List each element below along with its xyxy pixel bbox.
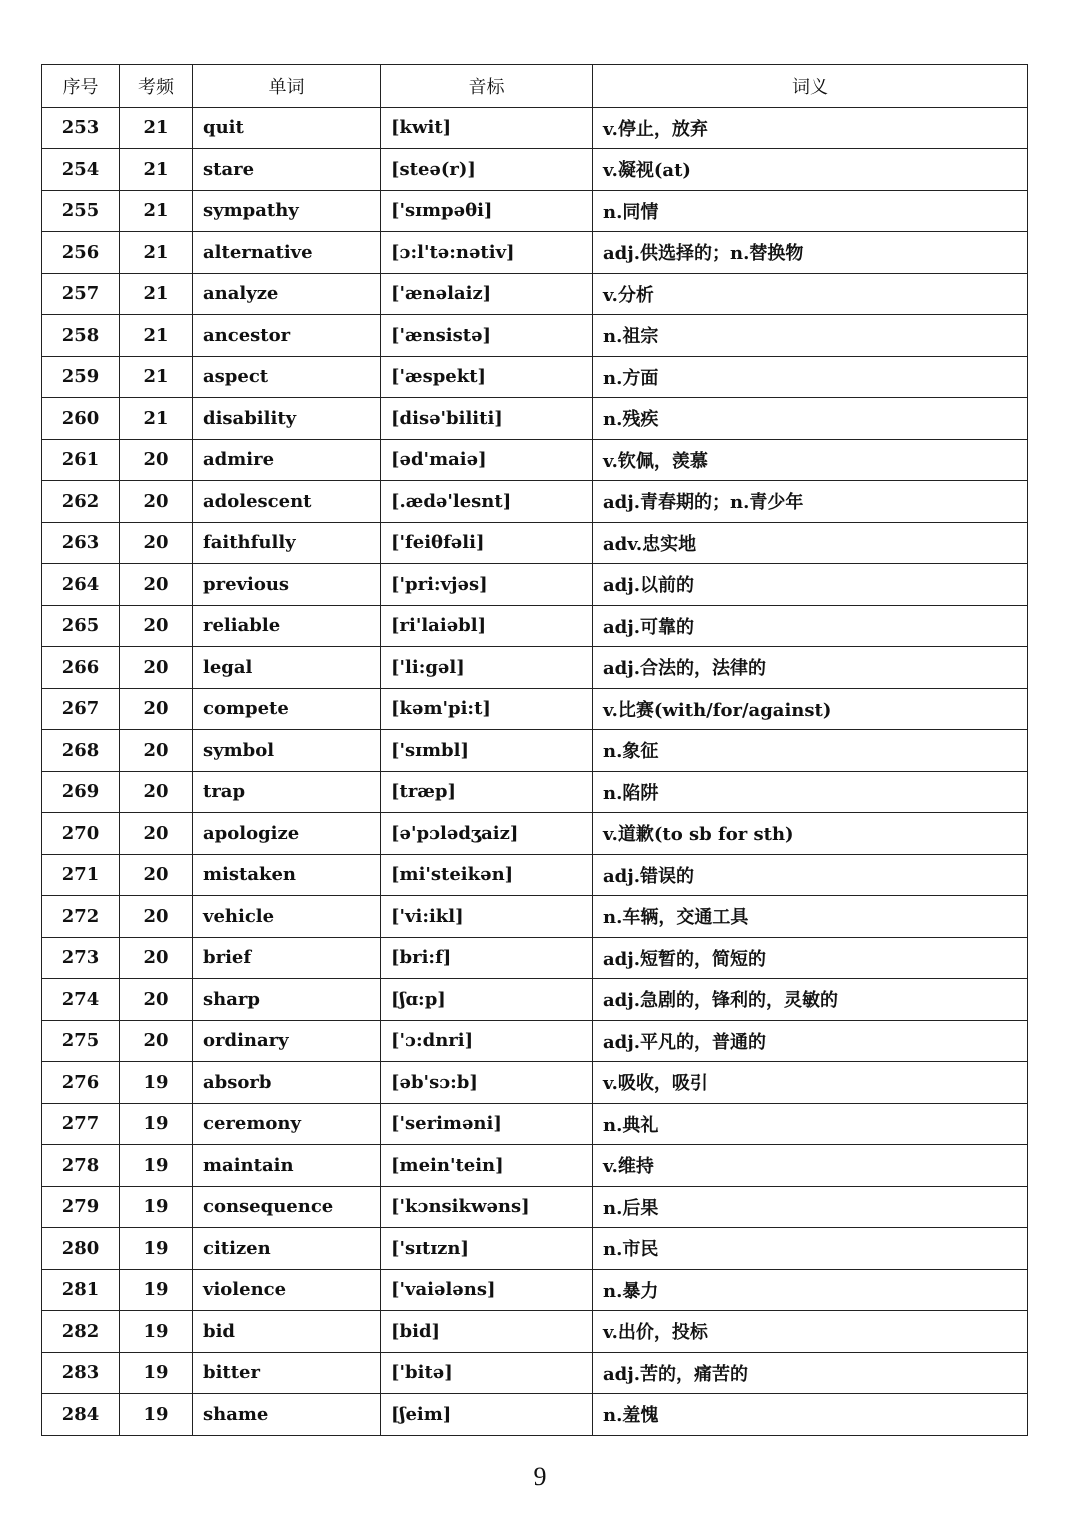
cell-index: 280	[42, 1228, 120, 1270]
cell-meaning: v.比赛(with/for/against)	[593, 688, 1028, 730]
cell-frequency: 19	[120, 1186, 193, 1228]
cell-meaning: n.残疾	[593, 398, 1028, 440]
cell-word: compete	[193, 688, 381, 730]
table-row	[42, 273, 1028, 315]
table-row	[42, 937, 1028, 979]
cell-frequency: 21	[120, 232, 193, 274]
cell-meaning: v.道歉(to sb for sth)	[593, 813, 1028, 855]
table-row	[42, 315, 1028, 357]
cell-meaning: n.暴力	[593, 1269, 1028, 1311]
cell-word: sympathy	[193, 190, 381, 232]
cell-phonetic: [ə'pɔlədʒaiz]	[381, 813, 593, 855]
cell-index: 265	[42, 605, 120, 647]
header-row	[42, 65, 1028, 108]
cell-meaning: adj.合法的，法律的	[593, 647, 1028, 689]
table-row	[42, 1186, 1028, 1228]
cell-word: stare	[193, 149, 381, 191]
table-row	[42, 1020, 1028, 1062]
cell-word: faithfully	[193, 522, 381, 564]
cell-meaning: adj.苦的，痛苦的	[593, 1352, 1028, 1394]
cell-index: 256	[42, 232, 120, 274]
cell-index: 258	[42, 315, 120, 357]
table-row	[42, 232, 1028, 274]
cell-phonetic: ['bitə]	[381, 1352, 593, 1394]
table-row	[42, 1352, 1028, 1394]
cell-meaning: adj.以前的	[593, 564, 1028, 606]
cell-frequency: 20	[120, 937, 193, 979]
cell-phonetic: ['sɪmpəθi]	[381, 190, 593, 232]
table-row	[42, 647, 1028, 689]
table-row	[42, 356, 1028, 398]
cell-index: 281	[42, 1269, 120, 1311]
cell-word: vehicle	[193, 896, 381, 938]
cell-index: 279	[42, 1186, 120, 1228]
cell-word: brief	[193, 937, 381, 979]
cell-frequency: 20	[120, 439, 193, 481]
cell-meaning: v.吸收，吸引	[593, 1062, 1028, 1104]
cell-word: bitter	[193, 1352, 381, 1394]
cell-phonetic: [steə(r)]	[381, 149, 593, 191]
cell-meaning: adj.短暂的，简短的	[593, 937, 1028, 979]
cell-meaning: adj.供选择的；n.替换物	[593, 232, 1028, 274]
cell-word: aspect	[193, 356, 381, 398]
cell-meaning: n.象征	[593, 730, 1028, 772]
cell-index: 259	[42, 356, 120, 398]
page-number: 9	[533, 1462, 547, 1491]
table-row	[42, 107, 1028, 149]
cell-frequency: 20	[120, 896, 193, 938]
cell-phonetic: ['ænəlaiz]	[381, 273, 593, 315]
cell-meaning: n.后果	[593, 1186, 1028, 1228]
cell-frequency: 19	[120, 1394, 193, 1436]
cell-phonetic: [kəm'pi:t]	[381, 688, 593, 730]
table-row	[42, 1062, 1028, 1104]
cell-meaning: v.维持	[593, 1145, 1028, 1187]
cell-frequency: 21	[120, 107, 193, 149]
cell-meaning: n.车辆，交通工具	[593, 896, 1028, 938]
cell-frequency: 20	[120, 1020, 193, 1062]
table-row	[42, 398, 1028, 440]
cell-index: 264	[42, 564, 120, 606]
cell-phonetic: [bid]	[381, 1311, 593, 1353]
cell-word: shame	[193, 1394, 381, 1436]
table-row	[42, 1145, 1028, 1187]
cell-index: 276	[42, 1062, 120, 1104]
cell-meaning: v.钦佩，羡慕	[593, 439, 1028, 481]
cell-phonetic: [ʃɑ:p]	[381, 979, 593, 1021]
cell-index: 278	[42, 1145, 120, 1187]
cell-frequency: 21	[120, 356, 193, 398]
cell-frequency: 20	[120, 730, 193, 772]
cell-meaning: adj.急剧的，锋利的，灵敏的	[593, 979, 1028, 1021]
cell-meaning: v.停止，放弃	[593, 107, 1028, 149]
cell-index: 253	[42, 107, 120, 149]
cell-meaning: v.凝视(at)	[593, 149, 1028, 191]
cell-phonetic: [kwit]	[381, 107, 593, 149]
header-word: 单词	[193, 65, 381, 108]
cell-frequency: 20	[120, 564, 193, 606]
cell-word: ancestor	[193, 315, 381, 357]
cell-frequency: 19	[120, 1145, 193, 1187]
vocabulary-table	[41, 64, 1028, 1436]
cell-phonetic: [əb'sɔ:b]	[381, 1062, 593, 1104]
table-row	[42, 896, 1028, 938]
cell-index: 284	[42, 1394, 120, 1436]
cell-index: 272	[42, 896, 120, 938]
cell-index: 270	[42, 813, 120, 855]
cell-index: 282	[42, 1311, 120, 1353]
table-row	[42, 1103, 1028, 1145]
cell-phonetic: [əd'maiə]	[381, 439, 593, 481]
header-index: 序号	[42, 65, 120, 108]
cell-index: 274	[42, 979, 120, 1021]
table-row	[42, 1394, 1028, 1436]
cell-word: analyze	[193, 273, 381, 315]
cell-word: admire	[193, 439, 381, 481]
cell-word: ordinary	[193, 1020, 381, 1062]
cell-index: 271	[42, 854, 120, 896]
cell-phonetic: [ri'laiəbl]	[381, 605, 593, 647]
cell-frequency: 19	[120, 1352, 193, 1394]
cell-word: maintain	[193, 1145, 381, 1187]
cell-meaning: n.市民	[593, 1228, 1028, 1270]
cell-index: 275	[42, 1020, 120, 1062]
cell-word: sharp	[193, 979, 381, 1021]
cell-frequency: 19	[120, 1228, 193, 1270]
cell-meaning: n.陷阱	[593, 771, 1028, 813]
cell-word: bid	[193, 1311, 381, 1353]
cell-frequency: 20	[120, 979, 193, 1021]
header-frequency: 考频	[120, 65, 193, 108]
cell-frequency: 20	[120, 647, 193, 689]
cell-word: symbol	[193, 730, 381, 772]
table-row	[42, 979, 1028, 1021]
cell-word: absorb	[193, 1062, 381, 1104]
header-phonetic: 音标	[381, 65, 593, 108]
cell-phonetic: ['sɪmbl]	[381, 730, 593, 772]
cell-phonetic: ['ɔ:dnri]	[381, 1020, 593, 1062]
cell-index: 261	[42, 439, 120, 481]
cell-index: 262	[42, 481, 120, 523]
cell-meaning: n.方面	[593, 356, 1028, 398]
cell-phonetic: ['seriməni]	[381, 1103, 593, 1145]
cell-frequency: 20	[120, 854, 193, 896]
cell-frequency: 20	[120, 522, 193, 564]
cell-phonetic: ['vi:ikl]	[381, 896, 593, 938]
cell-frequency: 21	[120, 315, 193, 357]
cell-word: violence	[193, 1269, 381, 1311]
cell-phonetic: ['feiθfəli]	[381, 522, 593, 564]
cell-index: 267	[42, 688, 120, 730]
cell-phonetic: ['pri:vjəs]	[381, 564, 593, 606]
cell-word: alternative	[193, 232, 381, 274]
table-row	[42, 605, 1028, 647]
cell-word: ceremony	[193, 1103, 381, 1145]
table-row	[42, 481, 1028, 523]
cell-phonetic: [mein'tein]	[381, 1145, 593, 1187]
cell-index: 277	[42, 1103, 120, 1145]
cell-phonetic: ['æspekt]	[381, 356, 593, 398]
table-row	[42, 730, 1028, 772]
cell-phonetic: [bri:f]	[381, 937, 593, 979]
cell-index: 266	[42, 647, 120, 689]
cell-phonetic: [ʃeim]	[381, 1394, 593, 1436]
table-row	[42, 149, 1028, 191]
cell-word: legal	[193, 647, 381, 689]
cell-index: 254	[42, 149, 120, 191]
cell-meaning: v.出价，投标	[593, 1311, 1028, 1353]
header-meaning: 词义	[593, 65, 1028, 108]
cell-phonetic: [træp]	[381, 771, 593, 813]
table-row	[42, 854, 1028, 896]
cell-index: 269	[42, 771, 120, 813]
cell-frequency: 21	[120, 149, 193, 191]
cell-word: previous	[193, 564, 381, 606]
cell-meaning: adj.可靠的	[593, 605, 1028, 647]
table-row	[42, 813, 1028, 855]
cell-phonetic: ['kɔnsikwəns]	[381, 1186, 593, 1228]
cell-word: citizen	[193, 1228, 381, 1270]
table-body	[42, 107, 1028, 1435]
cell-frequency: 20	[120, 771, 193, 813]
cell-index: 283	[42, 1352, 120, 1394]
cell-frequency: 21	[120, 190, 193, 232]
cell-word: trap	[193, 771, 381, 813]
cell-phonetic: ['vaiələns]	[381, 1269, 593, 1311]
cell-frequency: 21	[120, 398, 193, 440]
cell-frequency: 20	[120, 813, 193, 855]
cell-word: consequence	[193, 1186, 381, 1228]
cell-word: reliable	[193, 605, 381, 647]
cell-frequency: 19	[120, 1103, 193, 1145]
cell-word: quit	[193, 107, 381, 149]
table-row	[42, 564, 1028, 606]
cell-frequency: 20	[120, 605, 193, 647]
cell-meaning: adv.忠实地	[593, 522, 1028, 564]
cell-word: adolescent	[193, 481, 381, 523]
cell-index: 260	[42, 398, 120, 440]
cell-frequency: 20	[120, 688, 193, 730]
table-row	[42, 190, 1028, 232]
cell-word: disability	[193, 398, 381, 440]
cell-phonetic: [ɔ:l'tə:nətiv]	[381, 232, 593, 274]
cell-phonetic: [mi'steikən]	[381, 854, 593, 896]
table-row	[42, 1228, 1028, 1270]
cell-meaning: adj.青春期的；n.青少年	[593, 481, 1028, 523]
cell-phonetic: [disə'biliti]	[381, 398, 593, 440]
table-row	[42, 1311, 1028, 1353]
table-row	[42, 522, 1028, 564]
cell-frequency: 19	[120, 1269, 193, 1311]
cell-index: 268	[42, 730, 120, 772]
cell-phonetic: ['sɪtɪzn]	[381, 1228, 593, 1270]
cell-frequency: 19	[120, 1311, 193, 1353]
cell-index: 255	[42, 190, 120, 232]
cell-phonetic: [.ædə'lesnt]	[381, 481, 593, 523]
cell-frequency: 21	[120, 273, 193, 315]
cell-meaning: v.分析	[593, 273, 1028, 315]
cell-meaning: n.典礼	[593, 1103, 1028, 1145]
cell-phonetic: ['ænsistə]	[381, 315, 593, 357]
table-row	[42, 439, 1028, 481]
cell-frequency: 19	[120, 1062, 193, 1104]
cell-index: 273	[42, 937, 120, 979]
cell-index: 257	[42, 273, 120, 315]
cell-phonetic: ['li:gəl]	[381, 647, 593, 689]
cell-meaning: adj.错误的	[593, 854, 1028, 896]
table-row	[42, 771, 1028, 813]
cell-word: apologize	[193, 813, 381, 855]
cell-meaning: adj.平凡的，普通的	[593, 1020, 1028, 1062]
table-row	[42, 1269, 1028, 1311]
cell-meaning: n.羞愧	[593, 1394, 1028, 1436]
cell-index: 263	[42, 522, 120, 564]
table-row	[42, 688, 1028, 730]
cell-meaning: n.祖宗	[593, 315, 1028, 357]
cell-meaning: n.同情	[593, 190, 1028, 232]
cell-word: mistaken	[193, 854, 381, 896]
cell-frequency: 20	[120, 481, 193, 523]
